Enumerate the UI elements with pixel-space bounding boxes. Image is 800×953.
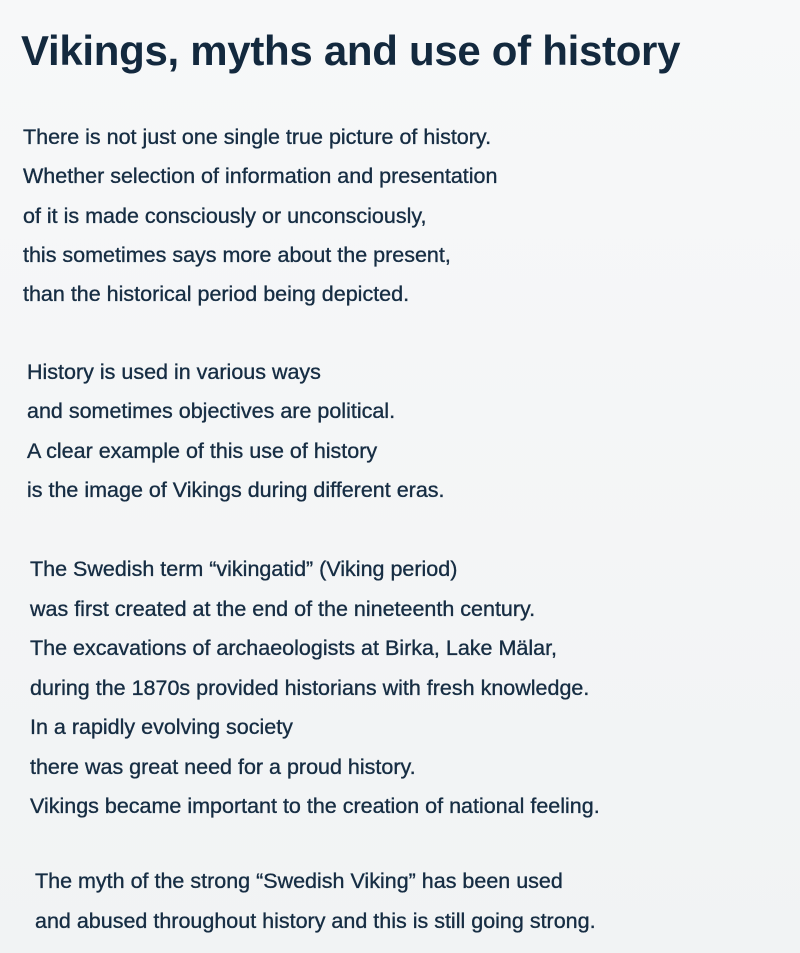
text-line: There is not just one single true picture of history.	[23, 125, 492, 149]
paragraph-4	[35, 862, 596, 941]
text-line: The myth of the strong “Swedish Viking” has been used	[35, 869, 563, 893]
text-line: History is used in various ways	[27, 360, 321, 384]
text-line: during the 1870s provided historians with fresh knowledge.	[30, 675, 590, 700]
text-line: is the image of Vikings during different eras.	[27, 477, 445, 502]
paragraph-3	[30, 550, 600, 827]
text-line: than the historical period being depicted.	[23, 282, 410, 307]
paragraph-1	[23, 118, 497, 314]
text-line: In a rapidly evolving society	[30, 715, 293, 739]
text-line: and abused throughout history and this is still going strong.	[35, 908, 596, 933]
text-line: The Swedish term “vikingatid” (Viking period)	[30, 557, 458, 581]
paragraph-2	[27, 353, 445, 510]
text-line: of it is made consciously or unconsciously,	[23, 203, 427, 228]
text-line: was first created at the end of the nineteenth century.	[30, 596, 536, 621]
text-line: there was great need for a proud history.	[30, 754, 416, 779]
text-line: this sometimes says more about the present,	[23, 242, 451, 267]
text-line: The excavations of archaeologists at Birka, Lake Mälar,	[30, 636, 558, 660]
text-line: A clear example of this use of history	[27, 438, 378, 463]
text-line: and sometimes objectives are political.	[27, 399, 396, 424]
text-line: Whether selection of information and presentation	[23, 164, 498, 189]
page-title: Vikings, myths and use of history	[21, 27, 681, 74]
text-line: Vikings became important to the creation of national feeling.	[30, 794, 600, 818]
